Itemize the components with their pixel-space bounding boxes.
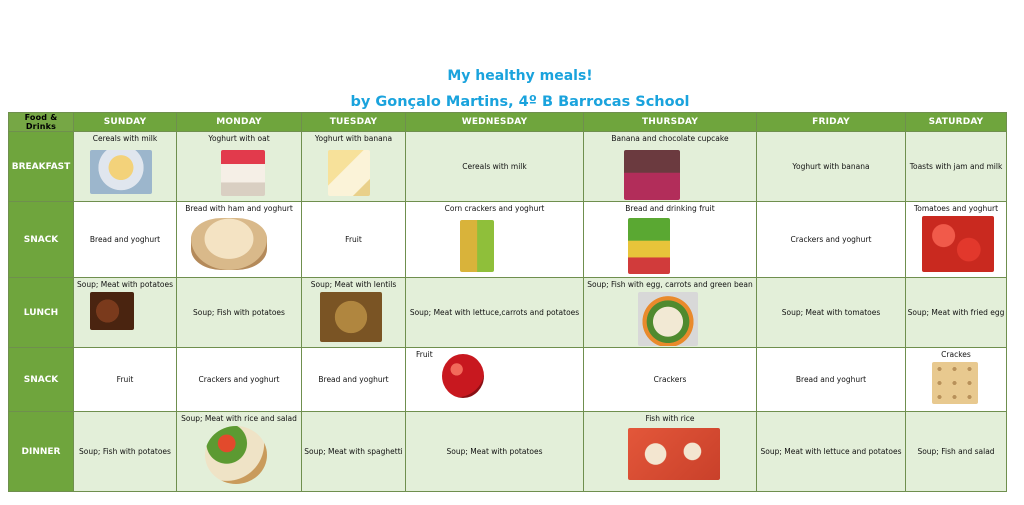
row-label-snack: SNACK — [9, 202, 74, 278]
meal-text: Soup; Meat with potatoes — [76, 280, 173, 289]
meal-cell: Soup; Fish and salad — [906, 412, 1007, 492]
meal-cell — [584, 132, 757, 202]
row-label-snack: SNACK — [9, 348, 74, 412]
day-header-friday: FRIDAY — [757, 113, 906, 132]
meal-cell — [302, 132, 406, 202]
meal-cell — [584, 412, 757, 492]
meal-cell: Crackers — [584, 348, 757, 412]
meal-cell — [177, 132, 302, 202]
meal-cell — [302, 278, 406, 348]
meal-plan-table — [8, 112, 1007, 492]
cupcake-image — [624, 150, 680, 200]
cereal-bowl-image — [90, 150, 152, 194]
meal-cell: Yoghurt with banana — [757, 132, 906, 202]
day-header-wednesday: WEDNESDAY — [406, 113, 584, 132]
fish-rice-image — [628, 428, 720, 480]
meal-cell — [406, 348, 584, 412]
crackers-image — [932, 362, 978, 404]
row-label-breakfast: BREAKFAST — [9, 132, 74, 202]
meal-cell: Soup; Meat with spaghetti — [302, 412, 406, 492]
banana-yoghurt-image — [328, 150, 370, 196]
meal-cell: Soup; Fish with potatoes — [177, 278, 302, 348]
meal-cell: Fruit — [74, 348, 177, 412]
meal-text: Bread with ham and yoghurt — [185, 204, 293, 213]
day-header-saturday: SATURDAY — [906, 113, 1007, 132]
day-header-sunday: SUNDAY — [74, 113, 177, 132]
page-subtitle: by Gonçalo Martins, 4º B Barrocas School — [350, 94, 690, 110]
fish-egg-vegetables-image — [638, 292, 698, 346]
header-row — [9, 113, 1007, 132]
lunch-row — [9, 278, 1007, 348]
meal-text: Soup; Meat with lentils — [310, 280, 397, 289]
meal-cell: Bread and yoghurt — [757, 348, 906, 412]
meal-cell: Soup; Meat with fried egg — [906, 278, 1007, 348]
meal-text: Crackes — [941, 350, 971, 359]
meal-cell: Bread and yoghurt — [302, 348, 406, 412]
apple-image — [442, 354, 484, 398]
meal-cell: Toasts with jam and milk — [906, 132, 1007, 202]
meal-cell: Soup; Meat with tomatoes — [757, 278, 906, 348]
meal-cell: Fruit — [302, 202, 406, 278]
meal-cell — [906, 348, 1007, 412]
meat-potatoes-image — [90, 292, 134, 330]
corn-crackers-image — [460, 220, 494, 272]
meal-cell — [406, 202, 584, 278]
corner-header: Food & Drinks — [9, 113, 74, 132]
meal-text: Soup; Fish with egg, carrots and green bean — [587, 280, 753, 289]
meal-text: Yoghurt with oat — [208, 134, 270, 143]
meal-text: Fruit — [416, 350, 433, 359]
meal-cell: Bread and yoghurt — [74, 202, 177, 278]
meal-cell: Crackers and yoghurt — [177, 348, 302, 412]
meal-cell — [177, 412, 302, 492]
meal-text: Fish with rice — [645, 414, 695, 423]
meal-cell — [177, 202, 302, 278]
meal-text: Corn crackers and yoghurt — [444, 204, 545, 213]
meal-cell — [74, 132, 177, 202]
breakfast-row — [9, 132, 1007, 202]
morning-snack-row — [9, 202, 1007, 278]
meal-cell: Soup; Meat with lettuce and potatoes — [757, 412, 906, 492]
day-header-thursday: THURSDAY — [584, 113, 757, 132]
meal-text: Tomatoes and yoghurt — [913, 204, 999, 213]
meal-cell — [584, 278, 757, 348]
bread-roll-image — [191, 218, 267, 270]
meat-lentils-image — [320, 292, 382, 342]
tomatoes-image — [922, 216, 994, 272]
meal-cell: Soup; Fish with potatoes — [74, 412, 177, 492]
meal-cell: Soup; Meat with potatoes — [406, 412, 584, 492]
meal-text: Yoghurt with banana — [314, 134, 393, 143]
dinner-row — [9, 412, 1007, 492]
page-title: My healthy meals! — [447, 68, 593, 84]
day-header-monday: MONDAY — [177, 113, 302, 132]
day-header-tuesday: TUESDAY — [302, 113, 406, 132]
afternoon-snack-row — [9, 348, 1007, 412]
meal-cell: Soup; Meat with lettuce,carrots and potatoes — [406, 278, 584, 348]
meat-rice-salad-image — [205, 426, 267, 484]
meal-text: Banana and chocolate cupcake — [611, 134, 729, 143]
meal-cell: Crackers and yoghurt — [757, 202, 906, 278]
meal-cell — [74, 278, 177, 348]
meal-cell — [906, 202, 1007, 278]
fruit-pouch-image — [628, 218, 670, 274]
row-label-lunch: LUNCH — [9, 278, 74, 348]
yoghurt-oat-image — [221, 150, 265, 196]
meal-cell — [584, 202, 757, 278]
meal-text: Soup; Meat with rice and salad — [181, 414, 297, 423]
meal-text: Bread and drinking fruit — [625, 204, 715, 213]
meal-text: Cereals with milk — [92, 134, 158, 143]
meal-cell: Cereals with milk — [406, 132, 584, 202]
row-label-dinner: DINNER — [9, 412, 74, 492]
